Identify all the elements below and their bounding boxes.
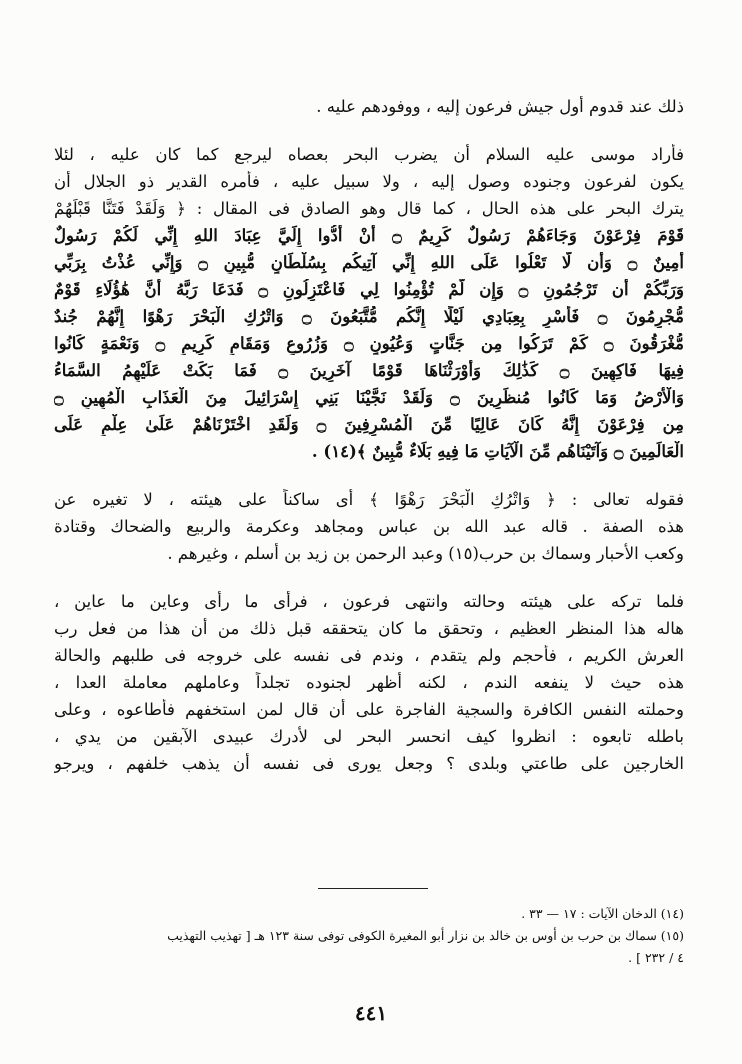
text-line: يكون لفرعون وجنوده وصول إليه ، ولا سبيل عليه ، فأمره القدير ذو الجلال أن bbox=[54, 172, 684, 191]
quran-line: وَرَبِّكُمْ أَن تَرْجُمُونِ ۝ وَإِن لَّمْ تُؤْمِنُوا لِي فَاعْتَزِلُونِ ۝ فَدَعَا رَبَّهُ أَنَّ هَٰؤُلَاءِ قَوْمٌ bbox=[54, 280, 684, 299]
footnote: (١٤) الدخان الآيات : ١٧ — ٣٣ . bbox=[521, 906, 684, 921]
quran-line: مِن فِرْعَوْنَ إِنَّهُ كَانَ عَالِيًا مِّنَ الْمُسْرِفِينَ ۝ وَلَقَدِ اخْتَرْنَاهُمْ عَلَىٰ عِلْمٍ عَلَى bbox=[54, 415, 684, 434]
text-line: العرش الكريم ، فأحجم ولم يتقدم ، وندم فى نفسه على خروجه فى طلبهم والحالة bbox=[54, 646, 684, 665]
text-line: يترك البحر على هذه الحال ، كما قال وهو الصادق فى المقال : ﴿ وَلَقَدْ فَتَنَّا قَبْلَهُمْ bbox=[54, 199, 684, 218]
quran-line: الْعَالَمِينَ ۝ وَآتَيْنَاهُم مِّنَ الْآيَاتِ مَا فِيهِ بَلَاءٌ مُّبِينٌ ﴾(١٤) . bbox=[311, 442, 684, 461]
page-number: ٤٤١ bbox=[354, 1001, 388, 1025]
quran-line: مُّجْرِمُونَ ۝ فَأَسْرِ بِعِبَادِي لَيْلًا إِنَّكُم مُّتَّبَعُونَ ۝ وَاتْرُكِ الْبَحْرَ رَهْوًا إِنَّهُمْ جُندٌ bbox=[54, 307, 684, 326]
footnote: (١٥) سماك بن حرب بن أوس بن خالد بن نزار أبو المغيرة الكوفى توفى سنة ١٢٣ هـ [ تهذيب التهذيب bbox=[167, 928, 684, 943]
quran-line: فِيهَا فَاكِهِينَ ۝ كَذَٰلِكَ وَأَوْرَثْنَاهَا قَوْمًا آخَرِينَ ۝ فَمَا بَكَتْ عَلَيْهِمُ السَّمَاءُ bbox=[54, 361, 684, 380]
text-line: فقوله تعالى : ﴿ وَاتْرُكِ الْبَحْرَ رَهْوًا ﴾ أى ساكناً على هيئته ، لا تغيره عن bbox=[54, 490, 684, 509]
text-line: فأراد موسى عليه السلام أن يضرب البحر بعصاه ليرجع كما كان عليه ، لئلا bbox=[54, 145, 684, 164]
text-line: ذلك عند قدوم أول جيش فرعون إليه ، ووفودهم عليه . bbox=[316, 97, 684, 116]
text-line: الخارجين على طاعتي وبلدى ؟ وجعل يورى فى نفسه أن يذهب خلفهم ، ويرجو bbox=[54, 754, 684, 773]
text-line: فلما تركه على هيئته وحالته وانتهى فرعون ، فرأى ما رأى وعاين ما عاين ، bbox=[54, 592, 684, 611]
text-line: هذه الصفة . قاله عبد الله بن عباس ومجاهد وعكرمة والربيع والضحاك وقتادة bbox=[54, 517, 684, 536]
footnote-divider bbox=[318, 888, 428, 889]
quran-line: وَالْأَرْضُ وَمَا كَانُوا مُنظَرِينَ ۝ وَلَقَدْ نَجَّيْنَا بَنِي إِسْرَائِيلَ مِنَ الْعَذَابِ الْمُهِينِ ۝ bbox=[54, 388, 684, 407]
quran-line: قَوْمَ فِرْعَوْنَ وَجَاءَهُمْ رَسُولٌ كَرِيمٌ ۝ أَنْ أَدُّوا إِلَيَّ عِبَادَ اللهِ إِنِّي لَكُمْ رَسُولٌ bbox=[54, 226, 684, 245]
quran-line: مُّغْرَقُونَ ۝ كَمْ تَرَكُوا مِن جَنَّاتٍ وَعُيُونٍ ۝ وَزُرُوعٍ وَمَقَامٍ كَرِيمٍ ۝ وَنَعْمَةٍ كَانُوا bbox=[54, 334, 684, 353]
text-line: وكعب الأحبار وسماك بن حرب(١٥) وعبد الرحمن بن زيد بن أسلم ، وغيرهم . bbox=[167, 544, 684, 563]
footnote: ٤ / ٢٣٢ ] . bbox=[628, 950, 684, 965]
quran-line: أَمِينٌ ۝ وَأَن لَّا تَعْلُوا عَلَى اللهِ إِنِّي آتِيكُم بِسُلْطَانٍ مُّبِينٍ ۝ وَإِنِّي عُذْتُ بِرَبِّي bbox=[54, 253, 684, 272]
text-line: وحملته النفس الكافرة والسجية الفاجرة على أن قال لمن استخفهم فأطاعوه ، وعلى bbox=[54, 700, 684, 719]
text-line: هاله هذا المنظر العظيم ، وتحقق ما كان يتحققه قبل ذلك من أن هذا من فعل رب bbox=[54, 619, 684, 638]
text-line: هذه حيث لا ينفعه الندم ، لكنه أظهر لجنوده تجلداً وعاملهم معاملة العدا ، bbox=[54, 673, 684, 692]
text-line: باطله تابعوه : انظروا كيف انحسر البحر لى لأدرك عبيدى الآبقين من يدي ، bbox=[54, 727, 684, 746]
